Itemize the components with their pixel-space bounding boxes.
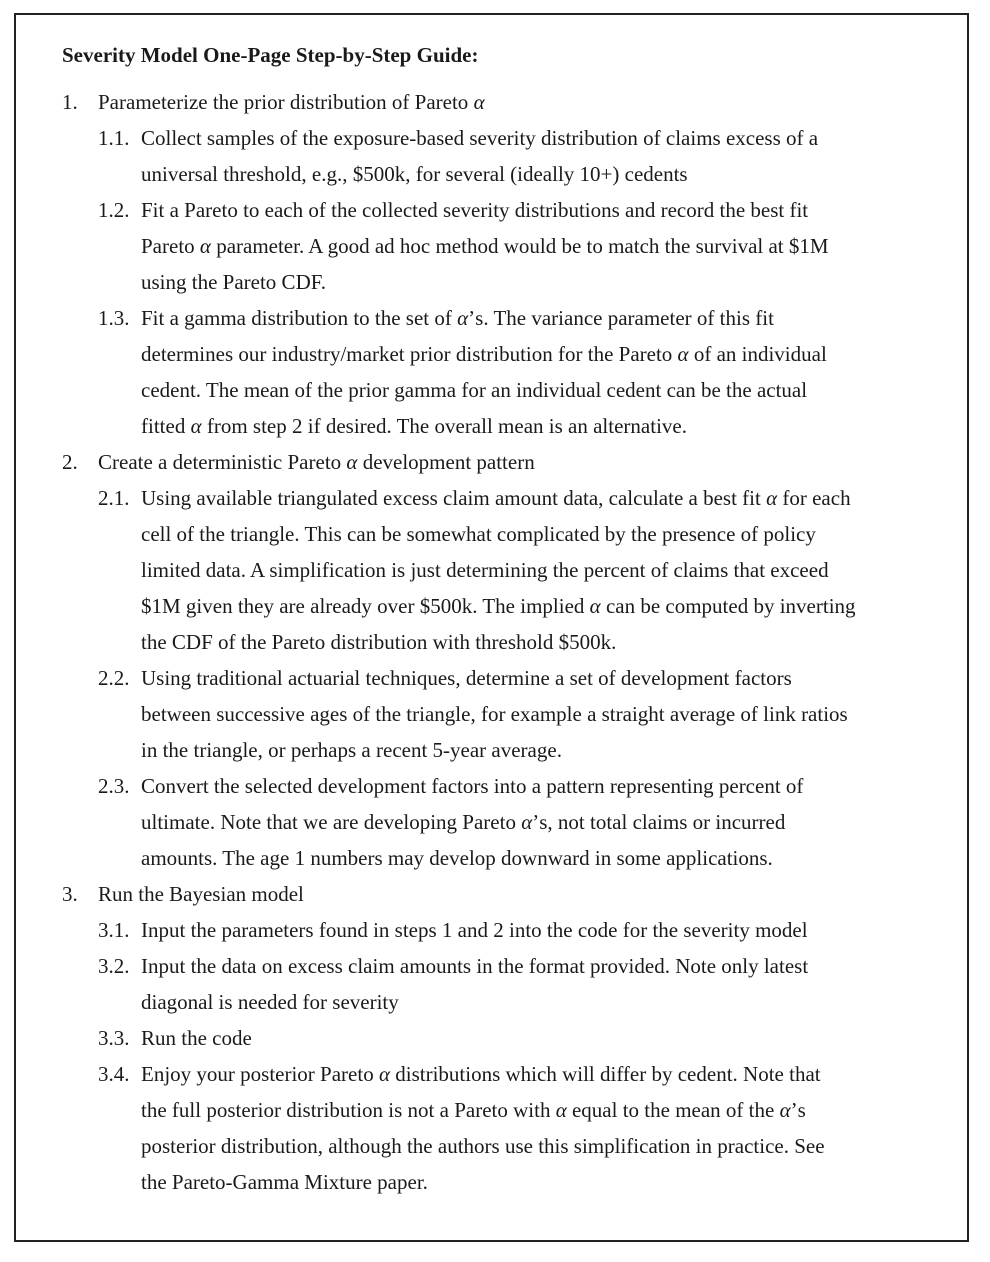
step-text-line: Pareto α parameter. A good ad hoc method would be to match the survival at $1M [141, 234, 829, 258]
step-text-line: cedent. The mean of the prior gamma for an individual cedent can be the actual [141, 378, 808, 402]
step-number: 2.1. [98, 486, 130, 510]
alpha-symbol: α [457, 306, 469, 330]
step-text-line: determines our industry/market prior distribution for the Pareto α of an individual [141, 342, 827, 366]
alpha-symbol: α [378, 1062, 390, 1086]
step-text-line: amounts. The age 1 numbers may develop downward in some applications. [141, 846, 773, 870]
section-number: 2. [62, 450, 78, 474]
step-text-line: the full posterior distribution is not a Pareto with α equal to the mean of the α’s [141, 1098, 806, 1122]
step-text-line: limited data. A simplification is just determining the percent of claims that exceed [141, 558, 829, 582]
step-number: 3.3. [98, 1026, 130, 1050]
step-text-line: universal threshold, e.g., $500k, for several (ideally 10+) cedents [141, 162, 688, 186]
step-number: 3.2. [98, 954, 130, 978]
step-text-line: Enjoy your posterior Pareto α distributions which will differ by cedent. Note that [141, 1062, 821, 1086]
alpha-symbol: α [473, 90, 485, 114]
step-text-line: Using traditional actuarial techniques, determine a set of development factors [141, 666, 792, 690]
step-text-line: cell of the triangle. This can be somewhat complicated by the presence of policy [141, 522, 816, 546]
step-number: 3.1. [98, 918, 130, 942]
alpha-symbol: α [677, 342, 689, 366]
section-number: 1. [62, 90, 78, 114]
step-text-line: Convert the selected development factors into a pattern representing percent of [141, 774, 804, 798]
step-text-line: in the triangle, or perhaps a recent 5-year average. [141, 738, 562, 762]
guide-title: Severity Model One-Page Step-by-Step Guide: [62, 43, 479, 67]
alpha-symbol: α [766, 486, 778, 510]
step-number: 1.3. [98, 306, 130, 330]
step-text-line: Fit a Pareto to each of the collected severity distributions and record the best fit [141, 198, 809, 222]
step-number: 1.2. [98, 198, 130, 222]
step-number: 2.2. [98, 666, 130, 690]
step-text-line: diagonal is needed for severity [141, 990, 399, 1014]
alpha-symbol: α [190, 414, 202, 438]
section-heading: Parameterize the prior distribution of Pareto α [98, 90, 485, 114]
section-number: 3. [62, 882, 78, 906]
alpha-symbol: α [589, 594, 601, 618]
section-heading: Run the Bayesian model [98, 882, 304, 906]
step-text-line: Using available triangulated excess claim amount data, calculate a best fit α for each [141, 486, 851, 510]
step-number: 2.3. [98, 774, 130, 798]
alpha-symbol: α [199, 234, 211, 258]
step-text-line: Run the code [141, 1026, 252, 1050]
section-heading: Create a deterministic Pareto α development pattern [98, 450, 535, 474]
step-number: 3.4. [98, 1062, 130, 1086]
step-text-line: fitted α from step 2 if desired. The overall mean is an alternative. [141, 414, 687, 438]
step-text-line: the Pareto-Gamma Mixture paper. [141, 1170, 428, 1194]
step-text-line: the CDF of the Pareto distribution with threshold $500k. [141, 630, 617, 654]
step-text-line: Fit a gamma distribution to the set of α’s. The variance parameter of this fit [141, 306, 774, 330]
alpha-symbol: α [779, 1098, 791, 1122]
step-number: 1.1. [98, 126, 130, 150]
step-text-line: Input the parameters found in steps 1 and 2 into the code for the severity model [141, 918, 808, 942]
step-text-line: Collect samples of the exposure-based severity distribution of claims excess of a [141, 126, 819, 150]
step-text-line: between successive ages of the triangle, for example a straight average of link ratios [141, 702, 848, 726]
step-text-line: $1M given they are already over $500k. The implied α can be computed by inverting [141, 594, 856, 618]
step-text-line: using the Pareto CDF. [141, 270, 326, 294]
alpha-symbol: α [521, 810, 533, 834]
step-text-line: Input the data on excess claim amounts in the format provided. Note only latest [141, 954, 809, 978]
alpha-symbol: α [346, 450, 358, 474]
alpha-symbol: α [555, 1098, 567, 1122]
step-text-line: posterior distribution, although the authors use this simplification in practice. See [141, 1134, 825, 1158]
step-text-line: ultimate. Note that we are developing Pareto α’s, not total claims or incurred [141, 810, 786, 834]
